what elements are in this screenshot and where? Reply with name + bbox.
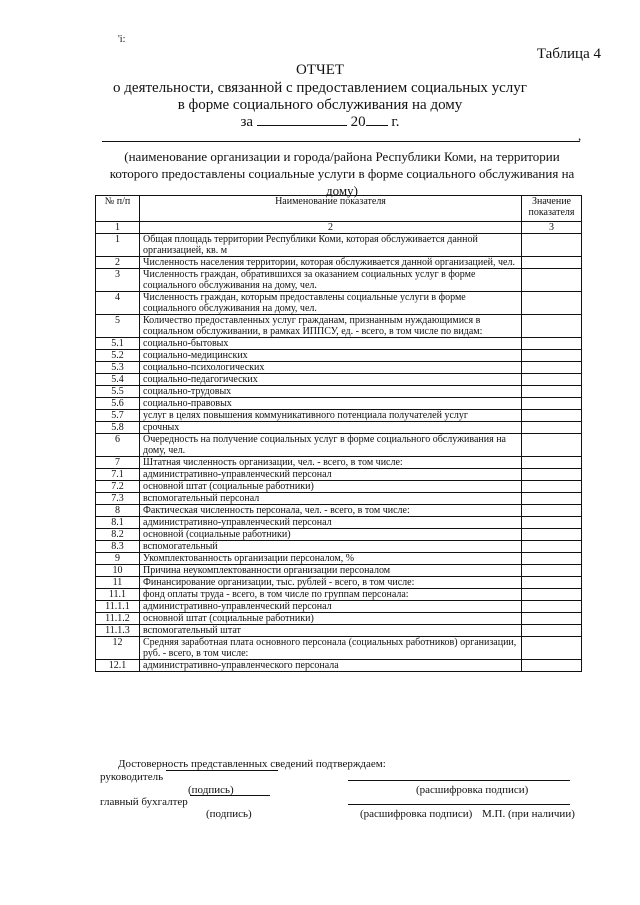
row-indicator: Средняя заработная плата основного персонала (социальных работников) организации, руб. - всего, в том числе: xyxy=(140,637,522,660)
table-row xyxy=(96,660,582,672)
table-row xyxy=(96,493,582,505)
table-row xyxy=(96,315,582,338)
row-value xyxy=(522,660,582,672)
table-row xyxy=(96,601,582,613)
table-row xyxy=(96,257,582,269)
row-indicator: Численность граждан, обратившихся за оказанием социальных услуг в форме социального обслуживания на дому, чел. xyxy=(140,269,522,292)
row-indicator: вспомогательный xyxy=(140,541,522,553)
row-value xyxy=(522,338,582,350)
table-row xyxy=(96,292,582,315)
table-row xyxy=(96,517,582,529)
year-blank xyxy=(366,114,388,126)
row-value xyxy=(522,386,582,398)
table-row xyxy=(96,374,582,386)
organization-comma: , xyxy=(578,128,582,143)
confirmation-text: Достоверность представленных сведений подтверждаем: xyxy=(118,758,386,770)
row-number: 10 xyxy=(96,565,140,577)
row-number: 12.1 xyxy=(96,660,140,672)
table-row xyxy=(96,410,582,422)
row-value xyxy=(522,362,582,374)
row-value xyxy=(522,505,582,517)
accountant-label: главный бухгалтер xyxy=(100,796,188,808)
table-row xyxy=(96,553,582,565)
accountant-signature-caption: (подпись) xyxy=(206,808,252,820)
header-index-1: 1 xyxy=(96,222,140,234)
row-value xyxy=(522,374,582,386)
table-row xyxy=(96,625,582,637)
table-row xyxy=(96,589,582,601)
row-value xyxy=(522,529,582,541)
row-indicator: социально-бытовых xyxy=(140,338,522,350)
row-number: 7 xyxy=(96,457,140,469)
row-indicator: основной штат (социальные работники) xyxy=(140,481,522,493)
row-indicator: фонд оплаты труда - всего, в том числе по группам персонала: xyxy=(140,589,522,601)
organization-caption: (наименование организации и города/района Республики Коми, на территории которого предоставлены социальные услуги в форме социального обслуживания на дому) xyxy=(109,149,575,198)
row-indicator: срочных xyxy=(140,422,522,434)
period-year: 20 xyxy=(350,114,366,130)
row-indicator: Общая площадь территории Республики Коми, которая обслуживается данной организацией, кв. м xyxy=(140,234,522,257)
row-number: 3 xyxy=(96,269,140,292)
stamp-caption: М.П. (при наличии) xyxy=(482,808,575,820)
row-indicator: Численность населения территории, которая обслуживается данной организацией, чел. xyxy=(140,257,522,269)
row-indicator: Очередность на получение социальных услуг в форме социального обслуживания на дому, чел. xyxy=(140,434,522,457)
row-indicator: основной штат (социальные работники) xyxy=(140,613,522,625)
row-value xyxy=(522,637,582,660)
report-subtitle-line1: о деятельности, связанной с предоставлением социальных услуг xyxy=(113,80,527,96)
row-number: 5.1 xyxy=(96,338,140,350)
row-number: 5.7 xyxy=(96,410,140,422)
header-indicator: Наименование показателя xyxy=(140,196,522,222)
row-indicator: Причина неукомплектованности организации персоналом xyxy=(140,565,522,577)
row-number: 11.1.1 xyxy=(96,601,140,613)
table-row xyxy=(96,338,582,350)
row-number: 4 xyxy=(96,292,140,315)
row-value xyxy=(522,481,582,493)
row-number: 7.2 xyxy=(96,481,140,493)
report-period xyxy=(0,114,640,131)
indicators-table xyxy=(95,195,582,672)
row-indicator: административно-управленческий персонал xyxy=(140,601,522,613)
row-number: 11 xyxy=(96,577,140,589)
table-row xyxy=(96,577,582,589)
table-row xyxy=(96,637,582,660)
row-value xyxy=(522,601,582,613)
period-blank xyxy=(257,114,347,126)
row-number: 11.1.2 xyxy=(96,613,140,625)
table-row xyxy=(96,386,582,398)
row-number: 5.4 xyxy=(96,374,140,386)
head-decoding-line xyxy=(348,780,570,781)
row-indicator: социально-педагогических xyxy=(140,374,522,386)
row-number: 1 xyxy=(96,234,140,257)
report-subtitle-line2: в форме социального обслуживания на дому xyxy=(177,97,463,113)
accountant-signature-line xyxy=(190,795,270,796)
row-number: 12 xyxy=(96,637,140,660)
row-value xyxy=(522,565,582,577)
row-indicator: социально-правовых xyxy=(140,398,522,410)
row-value xyxy=(522,292,582,315)
row-value xyxy=(522,589,582,601)
row-number: 8 xyxy=(96,505,140,517)
row-number: 6 xyxy=(96,434,140,457)
header-number: № п/п xyxy=(96,196,140,222)
row-value xyxy=(522,434,582,457)
header-index-2: 2 xyxy=(140,222,522,234)
row-number: 8.2 xyxy=(96,529,140,541)
head-signature-caption: (подпись) xyxy=(188,784,234,796)
period-prefix: за xyxy=(240,114,254,130)
table-reference: Таблица 4 xyxy=(536,46,601,62)
row-value xyxy=(522,577,582,589)
table-row xyxy=(96,565,582,577)
table-row xyxy=(96,362,582,374)
row-value xyxy=(522,625,582,637)
row-indicator: Численность граждан, которым предоставлены социальные услуги в форме социального обслуживания на дому, чел. xyxy=(140,292,522,315)
row-number: 11.1.3 xyxy=(96,625,140,637)
head-decoding-caption: (расшифровка подписи) xyxy=(416,784,529,796)
header-value: Значение показателя xyxy=(522,196,582,222)
row-indicator: Количество предоставленных услуг гражданам, признанным нуждающимися в социальном обслуживании, в рамках ИППСУ, ед. - всего, в том числе по видам: xyxy=(140,315,522,338)
row-number: 2 xyxy=(96,257,140,269)
row-value xyxy=(522,269,582,292)
row-indicator: Укомплектованность организации персоналом, % xyxy=(140,553,522,565)
row-value xyxy=(522,315,582,338)
corner-mark: 'і: xyxy=(118,34,126,45)
row-number: 5.2 xyxy=(96,350,140,362)
row-value xyxy=(522,541,582,553)
head-label: руководитель xyxy=(100,771,164,783)
row-indicator: социально-психологических xyxy=(140,362,522,374)
table-row xyxy=(96,234,582,257)
row-value xyxy=(522,398,582,410)
row-value xyxy=(522,613,582,625)
row-value xyxy=(522,469,582,481)
table-row xyxy=(96,505,582,517)
row-number: 11.1 xyxy=(96,589,140,601)
head-signature-line xyxy=(166,770,278,771)
row-value xyxy=(522,457,582,469)
row-value xyxy=(522,257,582,269)
row-value xyxy=(522,410,582,422)
row-number: 5.5 xyxy=(96,386,140,398)
table-row xyxy=(96,457,582,469)
report-title: ОТЧЕТ xyxy=(295,62,345,78)
header-index-3: 3 xyxy=(522,222,582,234)
row-number: 8.1 xyxy=(96,517,140,529)
row-number: 7.1 xyxy=(96,469,140,481)
table-row xyxy=(96,269,582,292)
row-indicator: социально-медицинских xyxy=(140,350,522,362)
accountant-decoding-line xyxy=(348,804,570,805)
row-number: 8.3 xyxy=(96,541,140,553)
table-row xyxy=(96,350,582,362)
row-indicator: вспомогательный персонал xyxy=(140,493,522,505)
table-row xyxy=(96,398,582,410)
row-value xyxy=(522,350,582,362)
organization-blank-line xyxy=(102,141,580,142)
table-row xyxy=(96,613,582,625)
row-value xyxy=(522,553,582,565)
row-number: 5 xyxy=(96,315,140,338)
row-indicator: Финансирование организации, тыс. рублей - всего, в том числе: xyxy=(140,577,522,589)
table-row xyxy=(96,529,582,541)
row-number: 5.3 xyxy=(96,362,140,374)
row-value xyxy=(522,493,582,505)
table-row xyxy=(96,422,582,434)
row-value xyxy=(522,234,582,257)
row-indicator: социально-трудовых xyxy=(140,386,522,398)
table-row xyxy=(96,434,582,457)
row-number: 9 xyxy=(96,553,140,565)
row-indicator: административно-управленческого персонала xyxy=(140,660,522,672)
row-indicator: административно-управленческий персонал xyxy=(140,469,522,481)
table-row xyxy=(96,469,582,481)
row-number: 7.3 xyxy=(96,493,140,505)
row-indicator: административно-управленческий персонал xyxy=(140,517,522,529)
row-indicator: вспомогательный штат xyxy=(140,625,522,637)
row-indicator: основной (социальные работники) xyxy=(140,529,522,541)
row-value xyxy=(522,422,582,434)
row-number: 5.8 xyxy=(96,422,140,434)
row-number: 5.6 xyxy=(96,398,140,410)
accountant-decoding-caption: (расшифровка подписи) xyxy=(360,808,473,820)
row-indicator: Штатная численность организации, чел. - всего, в том числе: xyxy=(140,457,522,469)
table-row xyxy=(96,541,582,553)
row-indicator: услуг в целях повышения коммуникативного потенциала получателей услуг xyxy=(140,410,522,422)
row-value xyxy=(522,517,582,529)
row-indicator: Фактическая численность персонала, чел. - всего, в том числе: xyxy=(140,505,522,517)
table-row xyxy=(96,481,582,493)
period-suffix: г. xyxy=(391,114,400,130)
